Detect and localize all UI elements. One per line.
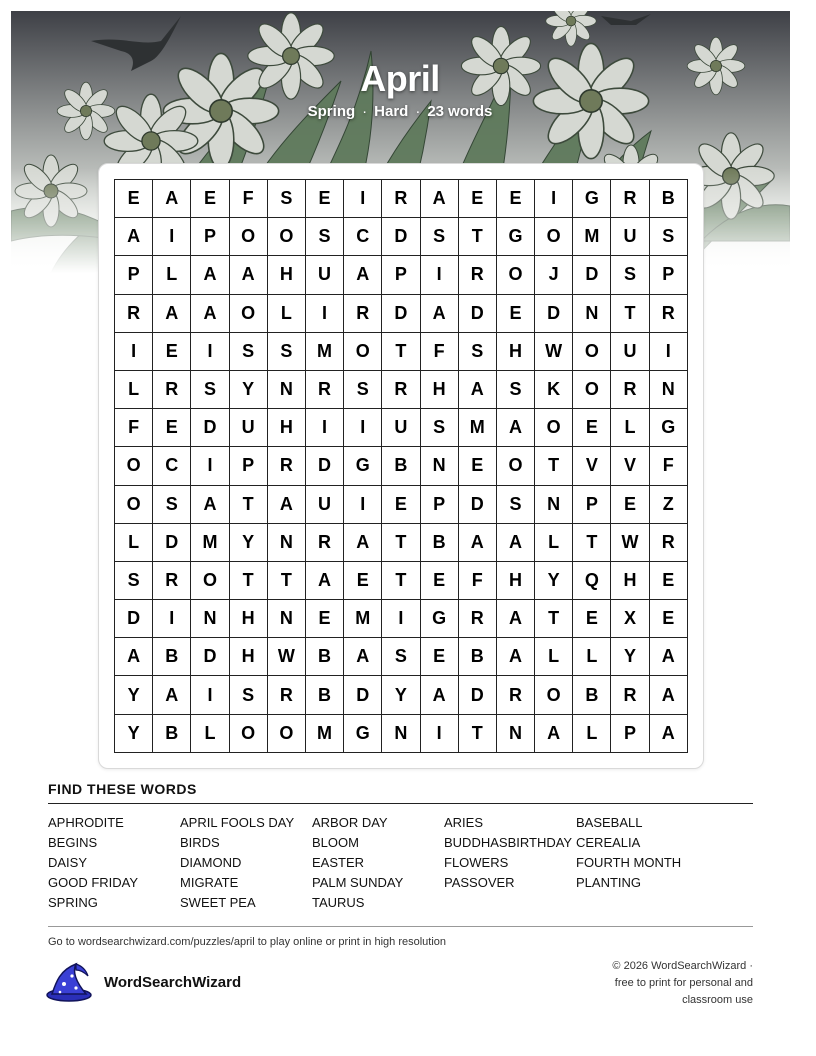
grid-cell: P [421, 486, 459, 524]
grid-cell: L [268, 295, 306, 333]
grid-cell: P [115, 256, 153, 294]
grid-cell: R [268, 447, 306, 485]
grid-cell: O [573, 333, 611, 371]
grid-cell: O [115, 447, 153, 485]
grid-cell: A [115, 638, 153, 676]
grid-cell: I [115, 333, 153, 371]
grid-cell: A [153, 180, 191, 218]
word-item: APRIL FOOLS DAY [180, 815, 295, 830]
grid-cell: R [459, 600, 497, 638]
grid-cell: A [459, 524, 497, 562]
grid-cell: T [382, 524, 420, 562]
grid-cell: E [382, 486, 420, 524]
grid-cell: L [573, 715, 611, 753]
grid-cell: T [611, 295, 649, 333]
grid-cell: S [191, 371, 229, 409]
grid-cell: A [153, 295, 191, 333]
grid-cell: W [611, 524, 649, 562]
difficulty-label: Hard [374, 103, 409, 120]
grid-cell: R [650, 295, 688, 333]
grid-cell: N [268, 524, 306, 562]
word-item: TAURUS [312, 895, 365, 910]
grid-cell: L [115, 371, 153, 409]
grid-cell: E [459, 180, 497, 218]
grid-cell: B [650, 180, 688, 218]
grid-cell: T [535, 600, 573, 638]
grid-cell: A [306, 562, 344, 600]
grid-cell: S [344, 371, 382, 409]
grid-cell: Y [611, 638, 649, 676]
grid-cell: F [230, 180, 268, 218]
grid-cell: U [306, 486, 344, 524]
grid-cell: T [459, 715, 497, 753]
grid-cell: A [421, 180, 459, 218]
grid-cell: M [191, 524, 229, 562]
grid-cell: I [191, 447, 229, 485]
grid-cell: I [153, 218, 191, 256]
grid-cell: A [650, 715, 688, 753]
grid-cell: P [382, 256, 420, 294]
grid-cell: N [382, 715, 420, 753]
grid-cell: O [230, 218, 268, 256]
grid-cell: F [115, 409, 153, 447]
grid-cell: U [611, 218, 649, 256]
grid-cell: D [306, 447, 344, 485]
grid-cell: R [382, 371, 420, 409]
grid-cell: B [421, 524, 459, 562]
grid-cell: A [497, 638, 535, 676]
grid-cell: R [153, 371, 191, 409]
grid-cell: O [268, 218, 306, 256]
word-item: APHRODITE [48, 815, 124, 830]
grid-cell: R [650, 524, 688, 562]
grid-cell: U [306, 256, 344, 294]
grid-cell: M [306, 333, 344, 371]
grid-cell: K [535, 371, 573, 409]
grid-cell: E [191, 180, 229, 218]
grid-cell: V [611, 447, 649, 485]
grid-cell: A [535, 715, 573, 753]
grid-cell: H [230, 600, 268, 638]
grid-cell: T [459, 218, 497, 256]
copyright-line: classroom use [682, 994, 753, 1006]
grid-cell: L [611, 409, 649, 447]
grid-cell: P [611, 715, 649, 753]
grid-cell: A [421, 676, 459, 714]
grid-cell: O [115, 486, 153, 524]
grid-cell: I [306, 409, 344, 447]
grid-cell: B [153, 638, 191, 676]
grid-cell: E [306, 180, 344, 218]
grid-cell: A [650, 638, 688, 676]
grid-cell: O [230, 295, 268, 333]
grid-cell: H [497, 333, 535, 371]
grid-cell: S [497, 486, 535, 524]
grid-cell: N [268, 371, 306, 409]
grid-cell: R [611, 676, 649, 714]
grid-cell: Z [650, 486, 688, 524]
grid-cell: E [497, 180, 535, 218]
grid-cell: D [153, 524, 191, 562]
grid-cell: A [344, 638, 382, 676]
grid-cell: X [611, 600, 649, 638]
grid-cell: T [573, 524, 611, 562]
grid-cell: S [611, 256, 649, 294]
grid-cell: O [535, 218, 573, 256]
grid-cell: S [153, 486, 191, 524]
grid-cell: S [459, 333, 497, 371]
grid-cell: R [344, 295, 382, 333]
grid-cell: O [191, 562, 229, 600]
grid-cell: P [230, 447, 268, 485]
grid-cell: I [191, 676, 229, 714]
word-item: BASEBALL [576, 815, 643, 830]
copyright-line: free to print for personal and [614, 977, 753, 989]
grid-cell: G [344, 447, 382, 485]
word-item: MIGRATE [180, 875, 239, 890]
grid-cell: H [230, 638, 268, 676]
grid-cell: C [344, 218, 382, 256]
grid-cell: Y [230, 371, 268, 409]
grid-cell: L [535, 524, 573, 562]
grid-cell: L [573, 638, 611, 676]
grid-cell: R [611, 180, 649, 218]
grid-cell: H [421, 371, 459, 409]
grid-cell: P [650, 256, 688, 294]
grid-cell: I [382, 600, 420, 638]
word-item: FLOWERS [444, 855, 509, 870]
grid-cell: A [650, 676, 688, 714]
grid-cell: N [535, 486, 573, 524]
grid-cell: E [573, 600, 611, 638]
grid-cell: W [268, 638, 306, 676]
brand[interactable] [46, 962, 241, 1002]
grid-cell: E [153, 333, 191, 371]
grid-cell: D [535, 295, 573, 333]
grid-cell: A [497, 524, 535, 562]
grid-cell: O [268, 715, 306, 753]
grid-cell: S [382, 638, 420, 676]
grid-cell: B [382, 447, 420, 485]
grid-cell: F [650, 447, 688, 485]
grid-cell: S [497, 371, 535, 409]
word-item: PASSOVER [444, 875, 515, 890]
page-title: April [360, 58, 440, 99]
word-item: DIAMOND [180, 855, 242, 870]
grid-cell: B [459, 638, 497, 676]
grid-cell: H [268, 256, 306, 294]
grid-cell: L [535, 638, 573, 676]
grid-cell: G [497, 218, 535, 256]
grid-cell: D [115, 600, 153, 638]
grid-cell: I [650, 333, 688, 371]
grid-cell: M [344, 600, 382, 638]
grid-cell: R [115, 295, 153, 333]
grid-cell: Y [535, 562, 573, 600]
grid-cell: M [573, 218, 611, 256]
grid-cell: E [611, 486, 649, 524]
grid-cell: S [115, 562, 153, 600]
grid-cell: R [306, 524, 344, 562]
grid-cell: P [191, 218, 229, 256]
grid-cell: I [191, 333, 229, 371]
grid-cell: S [230, 676, 268, 714]
grid-cell: E [650, 562, 688, 600]
grid-cell: O [535, 409, 573, 447]
word-item: ARIES [444, 815, 484, 830]
grid-cell: E [153, 409, 191, 447]
grid-cell: T [382, 562, 420, 600]
grid-cell: E [497, 295, 535, 333]
grid-cell: N [421, 447, 459, 485]
grid-cell: D [573, 256, 611, 294]
grid-cell: P [573, 486, 611, 524]
word-item: SPRING [48, 895, 98, 910]
grid-cell: U [382, 409, 420, 447]
grid-cell: E [459, 447, 497, 485]
grid-cell: T [382, 333, 420, 371]
grid-cell: S [268, 180, 306, 218]
grid-cell: T [535, 447, 573, 485]
grid-cell: M [459, 409, 497, 447]
grid-cell: D [459, 295, 497, 333]
grid-cell: G [421, 600, 459, 638]
season-label: Spring [307, 103, 356, 120]
grid-cell: G [344, 715, 382, 753]
grid-cell: I [421, 256, 459, 294]
grid-cell: A [497, 409, 535, 447]
grid-cell: R [459, 256, 497, 294]
word-list-heading: FIND THESE WORDS [48, 781, 197, 797]
word-item: BIRDS [180, 835, 220, 850]
grid-cell: A [191, 486, 229, 524]
grid-cell: H [611, 562, 649, 600]
grid-cell: A [153, 676, 191, 714]
grid-cell: H [268, 409, 306, 447]
grid-cell: B [306, 676, 344, 714]
grid-cell: D [191, 409, 229, 447]
grid-cell: V [573, 447, 611, 485]
grid-cell: N [650, 371, 688, 409]
grid-cell: A [268, 486, 306, 524]
grid-cell: D [459, 486, 497, 524]
grid-cell: O [344, 333, 382, 371]
word-item: PALM SUNDAY [312, 875, 404, 890]
grid-cell: B [306, 638, 344, 676]
word-item: SWEET PEA [180, 895, 256, 910]
word-item: GOOD FRIDAY [48, 875, 139, 890]
grid-cell: E [421, 638, 459, 676]
grid-cell: L [115, 524, 153, 562]
separator-dot: · [362, 103, 368, 120]
wizard-hat-icon [46, 962, 92, 1002]
grid-cell: Y [382, 676, 420, 714]
grid-cell: Q [573, 562, 611, 600]
grid-cell: A [191, 256, 229, 294]
divider [48, 803, 753, 804]
grid-cell: I [306, 295, 344, 333]
grid-cell: I [153, 600, 191, 638]
grid-cell: Y [115, 715, 153, 753]
grid-cell: I [344, 180, 382, 218]
grid-cell: D [191, 638, 229, 676]
grid-cell: T [230, 562, 268, 600]
grid-cell: E [115, 180, 153, 218]
divider [48, 926, 753, 927]
grid-cell: A [115, 218, 153, 256]
word-item: PLANTING [576, 875, 642, 890]
grid-cell: N [268, 600, 306, 638]
grid-cell: O [230, 715, 268, 753]
grid-cell: G [650, 409, 688, 447]
grid-cell: I [535, 180, 573, 218]
grid-cell: A [344, 524, 382, 562]
brand-name: WordSearchWizard [104, 973, 242, 991]
grid-cell: F [459, 562, 497, 600]
grid-cell: S [306, 218, 344, 256]
copyright-line: © 2026 WordSearchWizard · [612, 960, 753, 972]
grid-cell: A [230, 256, 268, 294]
grid-cell: C [153, 447, 191, 485]
word-item: CEREALIA [576, 835, 641, 850]
word-count-label: 23 words [427, 103, 493, 120]
grid-cell: W [535, 333, 573, 371]
grid-cell: I [421, 715, 459, 753]
word-item: EASTER [312, 855, 365, 870]
grid-cell: S [230, 333, 268, 371]
grid-cell: L [153, 256, 191, 294]
grid-cell: R [497, 676, 535, 714]
grid-cell: D [459, 676, 497, 714]
grid-cell: I [344, 409, 382, 447]
grid-cell: O [535, 676, 573, 714]
grid-cell: B [153, 715, 191, 753]
grid-cell: T [268, 562, 306, 600]
grid-cell: L [191, 715, 229, 753]
grid-cell: O [497, 447, 535, 485]
grid-cell: N [573, 295, 611, 333]
grid-cell: E [421, 562, 459, 600]
grid-cell: S [268, 333, 306, 371]
grid-cell: A [459, 371, 497, 409]
grid-cell: B [573, 676, 611, 714]
word-item: BEGINS [48, 835, 98, 850]
copyright [573, 958, 753, 1009]
grid-cell: A [344, 256, 382, 294]
separator-dot: · [415, 103, 421, 120]
grid-cell: A [421, 295, 459, 333]
grid-cell: J [535, 256, 573, 294]
grid-cell: R [268, 676, 306, 714]
puzzle-meta [0, 103, 800, 120]
footer-note: Go to wordsearchwizard.com/puzzles/april to play online or print in high resolution [48, 936, 447, 948]
word-item: ARBOR DAY [312, 815, 388, 830]
word-item: BUDDHASBIRTHDAY [444, 835, 573, 850]
grid-cell: A [191, 295, 229, 333]
grid-cell: G [573, 180, 611, 218]
grid-cell: E [573, 409, 611, 447]
grid-cell: S [421, 409, 459, 447]
grid-cell: A [497, 600, 535, 638]
grid-cell: R [382, 180, 420, 218]
grid-cell: I [344, 486, 382, 524]
grid-cell: D [382, 218, 420, 256]
letter-grid [114, 179, 688, 753]
grid-cell: U [611, 333, 649, 371]
grid-cell: S [650, 218, 688, 256]
word-item: BLOOM [312, 835, 359, 850]
grid-cell: N [191, 600, 229, 638]
grid-cell: R [306, 371, 344, 409]
grid-cell: R [611, 371, 649, 409]
grid-cell: R [153, 562, 191, 600]
word-item: FOURTH MONTH [576, 855, 682, 870]
word-item: DAISY [48, 855, 88, 870]
grid-cell: Y [115, 676, 153, 714]
grid-cell: H [497, 562, 535, 600]
grid-cell: D [382, 295, 420, 333]
grid-cell: O [497, 256, 535, 294]
word-list [48, 813, 708, 913]
grid-cell: E [650, 600, 688, 638]
grid-cell: F [421, 333, 459, 371]
grid-cell: S [421, 218, 459, 256]
grid-cell: M [306, 715, 344, 753]
grid-cell: E [306, 600, 344, 638]
grid-cell: T [230, 486, 268, 524]
grid-cell: O [573, 371, 611, 409]
grid-cell: U [230, 409, 268, 447]
grid-cell: D [344, 676, 382, 714]
grid-cell: Y [230, 524, 268, 562]
grid-cell: E [344, 562, 382, 600]
grid-cell: N [497, 715, 535, 753]
